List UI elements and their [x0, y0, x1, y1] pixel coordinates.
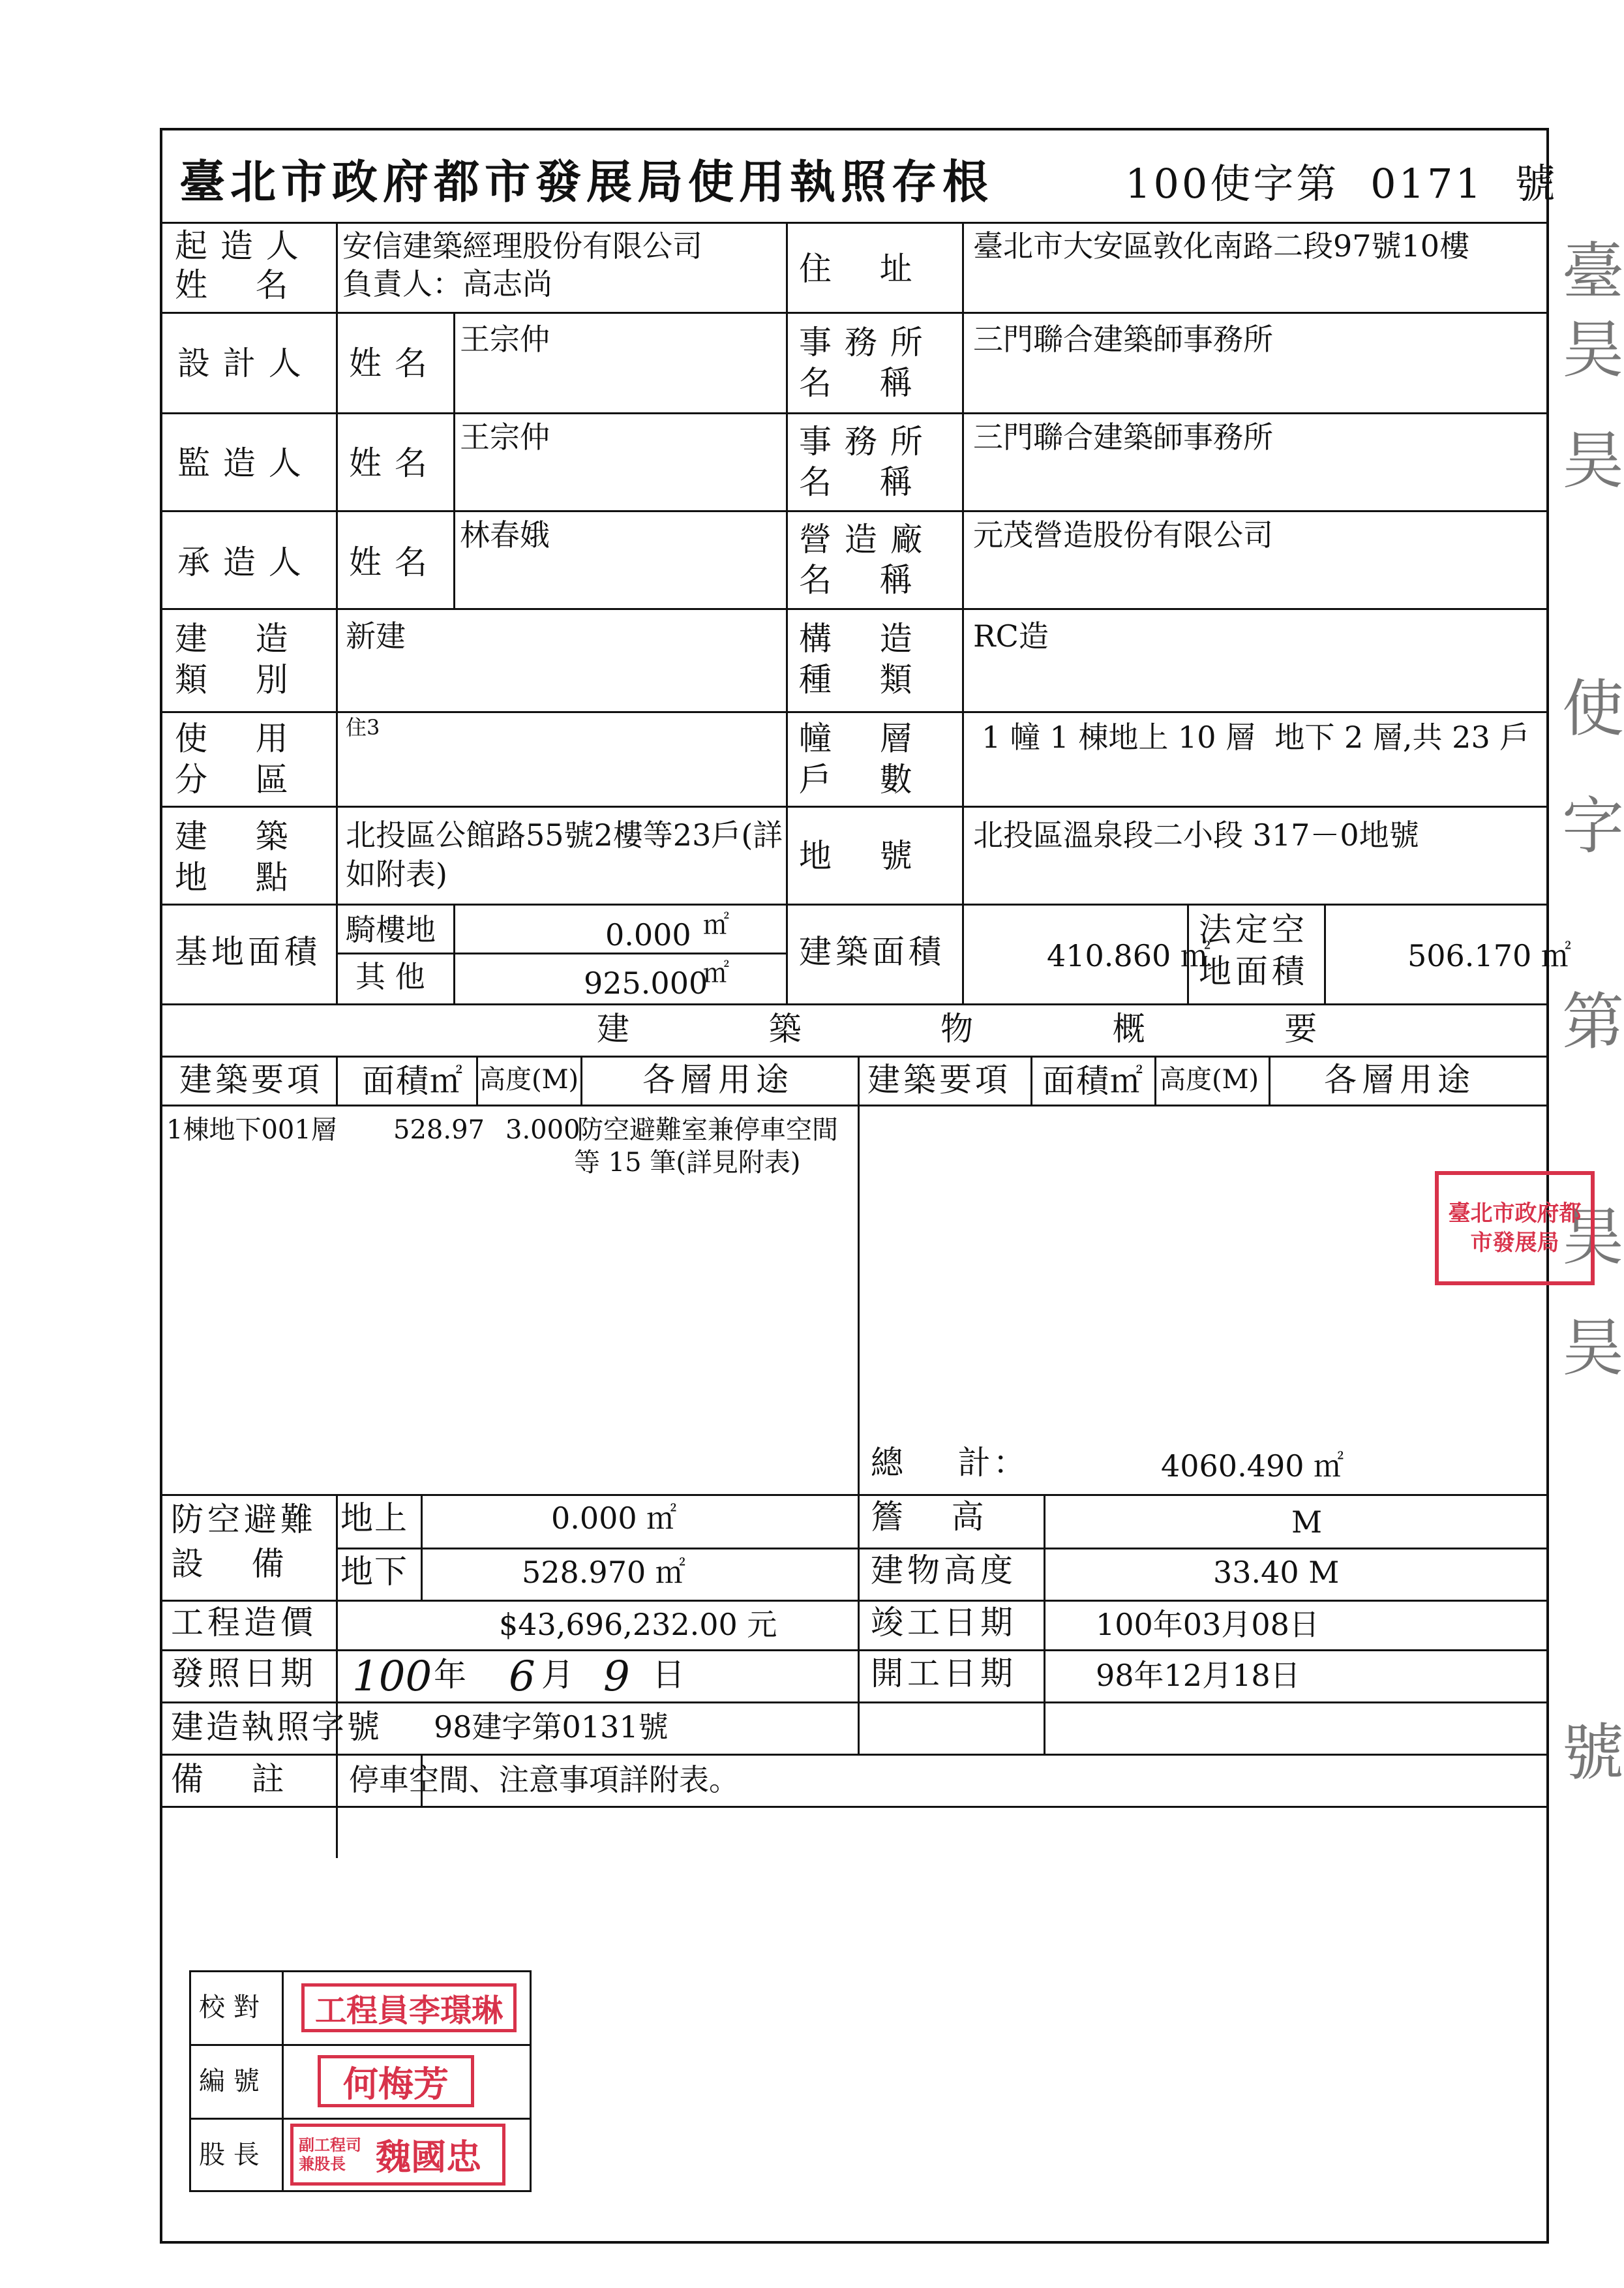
site-label-2: 地 點	[175, 859, 290, 896]
summary-row-height: 3.000	[505, 1115, 580, 1145]
shelter-above-value: 0.000 ㎡	[551, 1501, 677, 1536]
summary-row-use-line1: 防空避難室兼停車空間	[577, 1115, 838, 1145]
open-space-label-1: 法定空	[1199, 911, 1308, 949]
stamp-chief-title: 副工程司兼股長	[299, 2135, 361, 2173]
summary-col-area-right: 面積㎡	[1042, 1062, 1144, 1100]
stamp-section-chief	[290, 2124, 505, 2186]
stamp-checker	[301, 1983, 517, 2032]
contractor-firm-label-1: 營 造 廠	[799, 521, 924, 558]
edge-glyph: 昊	[1562, 1202, 1624, 1274]
summary-col-height-right: 高度(M)	[1160, 1065, 1259, 1095]
issue-day: 9	[603, 1653, 630, 1701]
open-space-value: 506.170 ㎡	[1407, 938, 1571, 973]
open-space-label-2: 地面積	[1199, 953, 1308, 990]
lot-value: 北投區溫泉段二小段 317－0地號	[973, 817, 1419, 853]
supervisor-office-label-1: 事 務 所	[799, 423, 924, 461]
remarks-value: 停車空間、注意事項詳附表。	[349, 1762, 739, 1797]
permit-suffix: 號	[1514, 160, 1558, 207]
cost-label: 工程造價	[171, 1604, 317, 1641]
permit-prefix: 100使字第	[1125, 160, 1340, 207]
arcade-value: 0.000	[605, 917, 691, 953]
designer-office: 三門聯合建築師事務所	[973, 322, 1273, 357]
summary-row-use-line2: 等 15 筆(詳見附表)	[574, 1148, 801, 1178]
issue-day-char: 日	[652, 1656, 686, 1694]
contractor-name: 林春娥	[460, 517, 550, 553]
edge-glyph: 昊	[1562, 1313, 1624, 1384]
floors-value: 1 幢 1 棟地上 10 層 地下 2 層,共 23 戶	[982, 720, 1530, 755]
summary-heading: 建 築 物 概 要	[597, 1010, 1337, 1048]
arcade-label: 騎樓地	[346, 912, 436, 947]
cost-value: $43,696,232.00 元	[499, 1607, 777, 1642]
issue-date-label: 發照日期	[171, 1655, 317, 1692]
supervisor-label: 監 造 人	[177, 444, 303, 482]
permit-number-line	[1125, 162, 1558, 206]
signoff-label-chief: 股 長	[199, 2140, 260, 2170]
supervisor-name: 王宗仲	[460, 419, 550, 455]
edge-glyph: 使	[1562, 673, 1624, 745]
structure-label-2: 種 類	[799, 661, 914, 699]
signoff-label-check: 校 對	[199, 1992, 260, 2022]
contractor-label: 承 造 人	[177, 543, 303, 581]
lot-label: 地 號	[799, 837, 914, 875]
address-label: 住 址	[799, 250, 914, 288]
base-area-label: 基地面積	[175, 933, 321, 971]
designer-office-label-2: 名 稱	[799, 364, 914, 402]
issue-year-char: 年	[434, 1656, 468, 1694]
official-seal	[1435, 1171, 1595, 1285]
designer-office-label-1: 事 務 所	[799, 324, 924, 361]
applicant-label-1: 起 造 人	[175, 227, 300, 265]
summary-col-area-left: 面積㎡	[362, 1062, 464, 1100]
building-height-value: 33.40 M	[1213, 1555, 1340, 1590]
applicant-company: 安信建築經理股份有限公司	[342, 228, 702, 264]
official-seal-text: 臺北市政府都市發展局	[1448, 1200, 1582, 1256]
edge-glyph: 昊	[1562, 314, 1624, 386]
site-address-line2: 如附表)	[346, 857, 447, 892]
edge-glyph: 第	[1562, 986, 1624, 1058]
edge-glyph: 臺	[1562, 236, 1624, 308]
applicant-representative: 負責人：高志尚	[342, 266, 552, 301]
form-title: 臺北市政府都市發展局使用執照存根	[179, 155, 993, 209]
construction-permit-value: 98建字第0131號	[434, 1709, 669, 1745]
floors-label-2: 戶 數	[799, 761, 914, 799]
summary-total-value: 4060.490 ㎡	[1161, 1448, 1344, 1484]
supervisor-office: 三門聯合建築師事務所	[973, 419, 1273, 455]
building-area-value: 410.860 ㎡	[1047, 938, 1210, 973]
edge-glyph: 號	[1562, 1717, 1624, 1789]
start-date-label: 開工日期	[871, 1655, 1017, 1692]
zoning-label-1: 使 用	[175, 720, 290, 757]
issue-year: 100	[352, 1653, 432, 1701]
summary-col-item-left: 建築要項	[179, 1061, 323, 1099]
stamp-checker-text: 工程員李璟琳	[314, 1992, 503, 2029]
edge-glyph: 昊	[1562, 425, 1624, 497]
designer-name-label: 姓 名	[349, 344, 429, 382]
eave-label: 簷 高	[871, 1498, 985, 1536]
shelter-label-2: 設 備	[171, 1545, 286, 1583]
stamp-numberer-text: 何梅芳	[343, 2062, 449, 2105]
other-value: 925.000	[584, 966, 708, 1001]
site-address-line1: 北投區公館路55號2樓等23戶(詳	[346, 817, 783, 853]
completion-value: 100年03月08日	[1096, 1607, 1319, 1642]
shelter-above-label: 地上	[340, 1499, 408, 1537]
construction-permit-label: 建造執照字號	[171, 1708, 382, 1746]
remarks-label: 備 註	[171, 1760, 286, 1798]
stamp-numberer	[318, 2055, 474, 2107]
build-type-value: 新建	[346, 618, 406, 654]
issue-month-char: 月	[541, 1656, 575, 1694]
edge-glyph: 字	[1562, 791, 1624, 862]
stamp-chief-name: 魏國忠	[376, 2136, 481, 2178]
summary-col-item-right: 建築要項	[867, 1061, 1011, 1099]
summary-row-area: 528.97	[393, 1115, 485, 1145]
structure-label-1: 構 造	[799, 620, 914, 658]
build-type-label-2: 類 別	[175, 661, 290, 699]
eave-value: M	[1291, 1504, 1323, 1540]
summary-col-use-right: 各層用途	[1324, 1061, 1475, 1099]
applicant-label-2: 姓 名	[175, 266, 290, 304]
supervisor-office-label-2: 名 稱	[799, 463, 914, 501]
contractor-name-label: 姓 名	[349, 543, 429, 581]
designer-name: 王宗仲	[460, 322, 550, 357]
other-label: 其 他	[355, 959, 425, 994]
permit-number: 0171	[1370, 160, 1484, 207]
structure-value: RC造	[973, 618, 1049, 654]
arcade-unit: ㎡	[703, 910, 729, 940]
signoff-label-number: 編 號	[199, 2066, 260, 2096]
shelter-below-label: 地下	[340, 1553, 408, 1591]
applicant-address: 臺北市大安區敦化南路二段97號10樓	[973, 228, 1470, 264]
shelter-below-value: 528.970 ㎡	[522, 1555, 685, 1590]
zoning-label-2: 分 區	[175, 761, 290, 799]
summary-row-item: 1棟地下001層	[166, 1115, 337, 1145]
contractor-firm-label-2: 名 稱	[799, 561, 914, 599]
floors-label-1: 幢 層	[799, 720, 914, 757]
other-unit: ㎡	[703, 958, 729, 988]
summary-col-use-left: 各層用途	[642, 1061, 794, 1099]
contractor-firm: 元茂營造股份有限公司	[973, 517, 1273, 553]
designer-label: 設 計 人	[177, 344, 303, 382]
summary-col-height-left: 高度(M)	[479, 1065, 579, 1095]
shelter-label-1: 防空避難	[171, 1501, 317, 1538]
zoning-value: 住3	[346, 715, 380, 740]
start-date-value: 98年12月18日	[1096, 1658, 1301, 1693]
site-label-1: 建 築	[175, 817, 290, 855]
summary-total-label: 總 計：	[871, 1444, 1029, 1482]
build-type-label-1: 建 造	[175, 620, 290, 658]
supervisor-name-label: 姓 名	[349, 444, 429, 482]
building-area-label: 建築面積	[799, 933, 945, 971]
issue-month: 6	[509, 1653, 535, 1701]
building-height-label: 建物高度	[871, 1551, 1017, 1589]
completion-label: 竣工日期	[871, 1604, 1017, 1641]
